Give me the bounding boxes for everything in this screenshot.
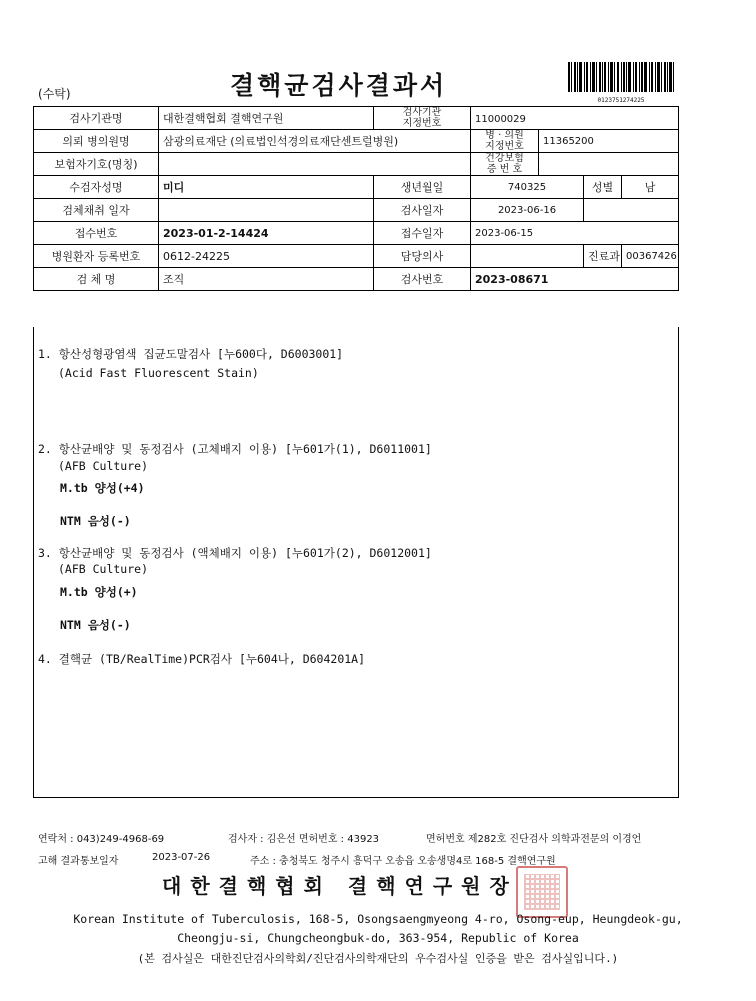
report-date-label: 고해 결과통보일자 xyxy=(38,856,119,867)
reg-no-label: 병원환자 등록번호 xyxy=(34,245,159,268)
institute-name: 대한결핵협회 결핵연구원장 xyxy=(162,874,518,898)
test-2-result-ntm: NTM 음성(-) xyxy=(60,514,131,528)
english-address-line-1: Korean Institute of Tuberculosis, 168-5, Osongsaengmyeong 4-ro, Osong-eup, Heungdeok-gu, xyxy=(73,912,683,926)
test-date-label: 검사일자 xyxy=(374,199,471,222)
row-dates xyxy=(34,199,679,222)
contact-info: 연락처 : 043)249-4968-69 xyxy=(38,834,165,845)
lab-name: 대한결핵협회 결핵연구원 xyxy=(159,107,374,130)
patient-name: 미디 xyxy=(159,176,374,199)
row-insurance xyxy=(34,153,679,176)
row-hospital xyxy=(34,130,679,153)
test-no-label: 검사번호 xyxy=(374,268,471,291)
accession-label: 접수번호 xyxy=(34,222,159,245)
reg-no: 0612-24225 xyxy=(159,245,374,268)
address: 주소 : 충청북도 청주시 흥덕구 오송읍 오송생명4로 168-5 결핵연구원 xyxy=(250,856,556,867)
barcode-icon xyxy=(566,62,676,94)
test-2-result-mtb: M.tb 양성(+4) xyxy=(60,481,145,495)
test-date: 2023-06-16 xyxy=(471,199,584,222)
test-2-english: (AFB Culture) xyxy=(58,459,149,473)
health-no-value xyxy=(539,153,679,176)
test-1-english: (Acid Fast Fluorescent Stain) xyxy=(58,366,259,380)
official-seal-stamp xyxy=(516,866,568,918)
birth-label: 생년월일 xyxy=(374,176,471,199)
report-date: 2023-07-26 xyxy=(152,852,211,863)
collect-date xyxy=(159,199,374,222)
specimen-label: 검 체 명 xyxy=(34,268,159,291)
lab-code-label: 검사기관 지정번호 xyxy=(374,107,471,130)
collect-date-label: 검체채취 일자 xyxy=(34,199,159,222)
doctor-value xyxy=(471,245,584,268)
clinic-code-label: 병 · 의원 지정번호 xyxy=(471,130,539,153)
row-specimen xyxy=(34,268,679,291)
receipt-label: (수탁) xyxy=(38,87,71,101)
empty-cell xyxy=(584,199,679,222)
hospital-label: 의뢰 병의원명 xyxy=(34,130,159,153)
tester-info: 검사자 : 김은선 면허번호 : 43923 xyxy=(228,834,380,845)
receive-date-label: 접수일자 xyxy=(374,222,471,245)
row-registration xyxy=(34,245,679,268)
test-3-english: (AFB Culture) xyxy=(58,562,149,576)
barcode xyxy=(566,62,676,102)
dept-value: 00367426 xyxy=(622,245,679,268)
lab-code: 11000029 xyxy=(471,107,679,130)
test-1-title: 1. 항산성형광염색 집균도말검사 [누600다, D6003001] xyxy=(38,347,344,361)
clinic-code: 11365200 xyxy=(539,130,679,153)
test-no: 2023-08671 xyxy=(471,268,679,291)
test-2-title: 2. 항산균배양 및 동정검사 (고체배지 이용) [누601가(1), D6011001] xyxy=(38,442,432,456)
row-patient xyxy=(34,176,679,199)
sex-label: 성별 xyxy=(584,176,622,199)
test-4-title: 4. 결핵균 (TB/RealTime)PCR검사 [누604나, D604201A] xyxy=(38,652,366,666)
document-title: 결핵균검사결과서 xyxy=(230,71,448,100)
doctor-label: 담당의사 xyxy=(374,245,471,268)
test-3-title: 3. 항산균배양 및 동정검사 (액체배지 이용) [누601가(2), D6012001] xyxy=(38,546,432,560)
results-section xyxy=(33,327,679,798)
certification-note: (본 검사실은 대한진단검사의학회/진단검사의학재단의 우수검사실 인증을 받은 검사실입니다.) xyxy=(137,952,619,965)
sex-value: 남 xyxy=(622,176,679,199)
english-address-line-2: Cheongju-si, Chungcheongbuk-do, 363-954, Republic of Korea xyxy=(177,931,579,945)
birth-value: 740325 xyxy=(471,176,584,199)
test-3-result-ntm: NTM 음성(-) xyxy=(60,618,131,632)
barcode-number: 0123751274225 xyxy=(597,97,645,104)
patient-info-table xyxy=(33,106,679,291)
insurance-value xyxy=(159,153,471,176)
test-3-result-mtb: M.tb 양성(+) xyxy=(60,585,138,599)
accession-number: 2023-01-2-14424 xyxy=(159,222,374,245)
health-no-label: 건강보험 증 번 호 xyxy=(471,153,539,176)
physician-license: 면허번호 제282호 진단검사 의학과전문의 이경언 xyxy=(426,834,642,845)
patient-name-label: 수검자성명 xyxy=(34,176,159,199)
lab-name-label: 검사기관명 xyxy=(34,107,159,130)
hospital-name: 삼광의료재단 (의료법인석경의료재단센트럴병원) xyxy=(159,130,471,153)
specimen-value: 조직 xyxy=(159,268,374,291)
row-lab xyxy=(34,107,679,130)
insurance-label: 보험자기호(명칭) xyxy=(34,153,159,176)
dept-label: 진료과 xyxy=(584,245,622,268)
row-accession xyxy=(34,222,679,245)
receive-date: 2023-06-15 xyxy=(471,222,679,245)
